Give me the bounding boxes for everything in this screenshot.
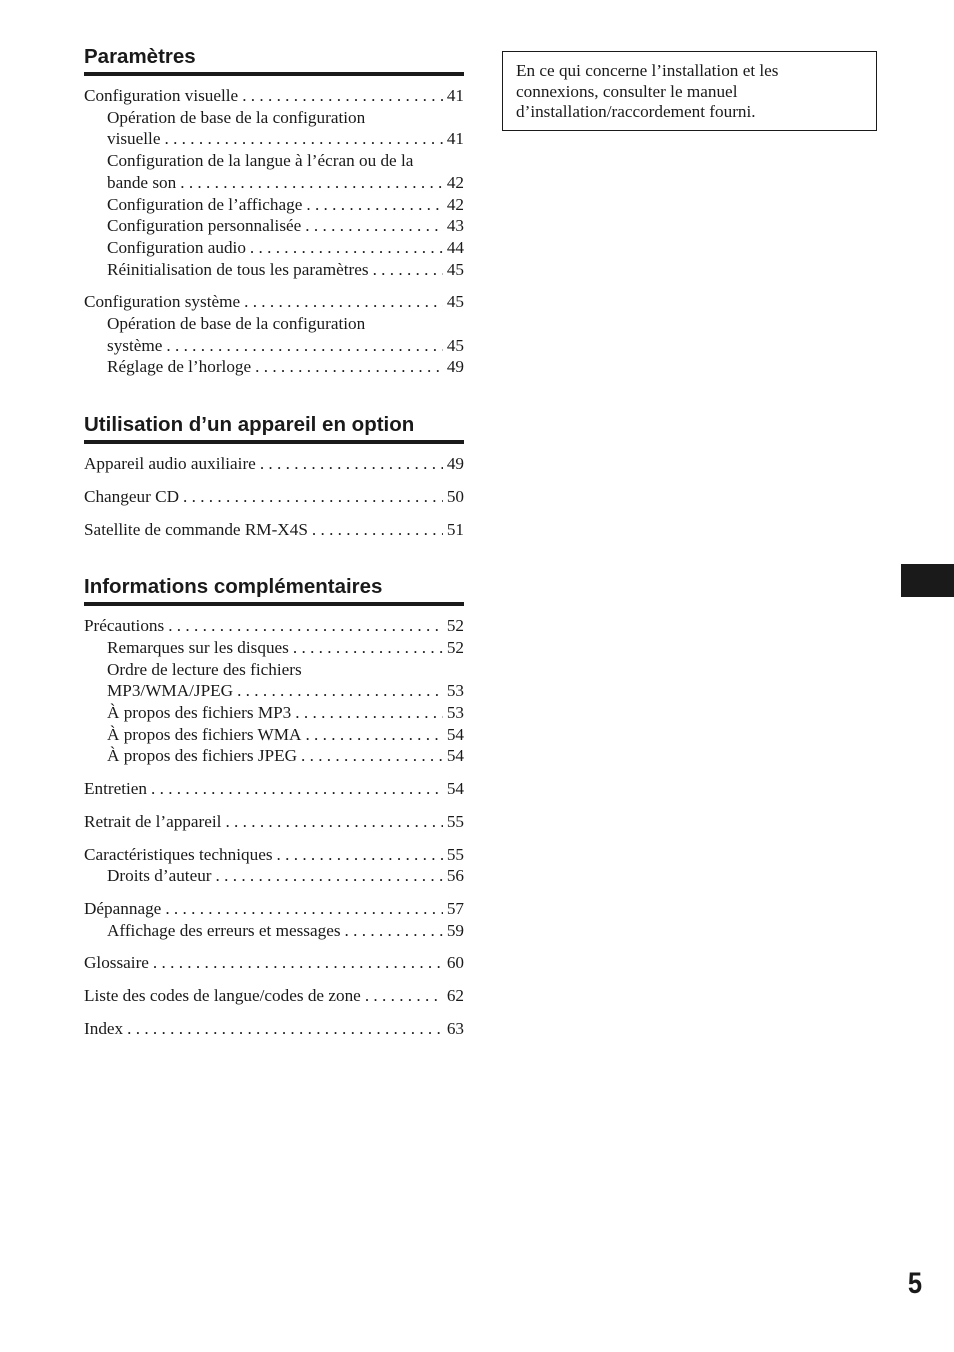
dot-leader — [312, 519, 443, 541]
toc-group — [84, 811, 464, 833]
toc-group — [84, 519, 464, 541]
entry-page-number: 59 — [446, 920, 464, 940]
dot-leader — [295, 702, 443, 724]
dot-leader — [242, 85, 443, 107]
toc-group — [84, 486, 464, 508]
toc-subentry — [84, 637, 464, 659]
toc-entry — [84, 1018, 464, 1040]
toc-group — [84, 453, 464, 475]
entry-page-number: 60 — [446, 953, 464, 973]
section-heading: Paramètres — [84, 44, 464, 76]
toc-entry — [84, 811, 464, 833]
entry-title: Remarques sur les disques — [107, 637, 289, 657]
entry-page-number: 41 — [446, 129, 464, 149]
entry-page-number: 55 — [446, 844, 464, 864]
dot-leader — [345, 920, 443, 942]
entry-title: visuelle — [107, 129, 161, 149]
entry-title: Réinitialisation de tous les paramètres — [107, 259, 369, 279]
toc-group — [84, 985, 464, 1007]
dot-leader — [301, 745, 443, 767]
toc-subentry — [84, 259, 464, 281]
toc-subentry — [84, 745, 464, 767]
toc-entry — [84, 453, 464, 475]
toc-group — [84, 1018, 464, 1040]
entry-page-number: 52 — [446, 616, 464, 636]
dot-leader — [216, 865, 443, 887]
dot-leader — [373, 259, 443, 281]
toc-section — [84, 44, 464, 378]
dot-leader — [260, 453, 443, 475]
dot-leader — [168, 615, 443, 637]
entry-title: Index — [84, 1018, 124, 1038]
entry-page-number: 45 — [446, 259, 464, 279]
toc-entry — [84, 486, 464, 508]
toc-group — [84, 898, 464, 941]
note-line: d’installation/raccordement fourni. — [516, 102, 756, 121]
toc-group — [84, 85, 464, 280]
entry-title: Droits d’auteur — [107, 866, 212, 886]
dot-leader — [305, 724, 442, 746]
toc-subentry — [84, 702, 464, 724]
dot-leader — [183, 486, 443, 508]
entry-title: MP3/WMA/JPEG — [107, 681, 234, 701]
entry-page-number: 53 — [446, 703, 464, 723]
entry-title: Précautions — [84, 616, 165, 636]
entry-title: Affichage des erreurs et messages — [107, 920, 341, 940]
entry-page-number: 56 — [446, 866, 464, 886]
toc-subentry — [84, 107, 464, 129]
toc-subentry — [84, 237, 464, 259]
toc-group — [84, 778, 464, 800]
entry-page-number: 49 — [446, 454, 464, 474]
toc-entry — [84, 844, 464, 866]
entry-title: Appareil audio auxiliaire — [84, 454, 256, 474]
entry-page-number: 45 — [446, 292, 464, 312]
section-heading: Informations complémentaires — [84, 574, 464, 606]
entry-page-number: 55 — [446, 811, 464, 831]
entry-page-number: 54 — [446, 724, 464, 744]
entry-title: À propos des fichiers WMA — [107, 724, 302, 744]
entry-title: Opération de base de la configuration — [107, 314, 366, 334]
toc-subentry — [84, 335, 464, 357]
dot-leader — [151, 778, 443, 800]
dot-leader — [225, 811, 442, 833]
entry-title: Entretien — [84, 779, 147, 799]
entry-page-number: 45 — [446, 335, 464, 355]
dot-leader — [305, 215, 443, 237]
dot-leader — [164, 128, 442, 150]
entry-page-number: 42 — [446, 172, 464, 192]
entry-title: À propos des fichiers MP3 — [107, 703, 292, 723]
toc-entry — [84, 291, 464, 313]
entry-title: Configuration de l’affichage — [107, 194, 303, 214]
note-line: En ce qui concerne l’installation et les — [516, 61, 779, 80]
toc-entry — [84, 85, 464, 107]
table-of-contents — [84, 44, 464, 1074]
entry-title: Changeur CD — [84, 486, 179, 506]
toc-subentry — [84, 128, 464, 150]
entry-title: Configuration personnalisée — [107, 216, 302, 236]
entry-page-number: 50 — [446, 486, 464, 506]
dot-leader — [277, 844, 443, 866]
dot-leader — [255, 356, 443, 378]
dot-leader — [244, 291, 443, 313]
dot-leader — [293, 637, 443, 659]
toc-entry — [84, 778, 464, 800]
entry-page-number: 43 — [446, 216, 464, 236]
entry-title: Liste des codes de langue/codes de zone — [84, 986, 361, 1006]
toc-subentry — [84, 194, 464, 216]
dot-leader — [127, 1018, 443, 1040]
toc-group — [84, 615, 464, 767]
dot-leader — [365, 985, 443, 1007]
entry-page-number: 63 — [446, 1018, 464, 1038]
toc-subentry — [84, 313, 464, 335]
toc-section — [84, 412, 464, 540]
entry-page-number: 62 — [446, 986, 464, 1006]
toc-group — [84, 844, 464, 887]
entry-page-number: 49 — [446, 357, 464, 377]
dot-leader — [166, 335, 442, 357]
toc-subentry — [84, 865, 464, 887]
entry-page-number: 44 — [446, 237, 464, 257]
toc-entry — [84, 952, 464, 974]
toc-section — [84, 574, 464, 1039]
entry-title: Configuration audio — [107, 237, 246, 257]
toc-subentry — [84, 150, 464, 172]
entry-title: Ordre de lecture des fichiers — [107, 659, 302, 679]
entry-title: Réglage de l’horloge — [107, 357, 252, 377]
toc-subentry — [84, 659, 464, 681]
entry-title: À propos des fichiers JPEG — [107, 746, 297, 766]
entry-title: bande son — [107, 172, 177, 192]
entry-page-number: 53 — [446, 681, 464, 701]
entry-title: Configuration système — [84, 292, 241, 312]
entry-title: Configuration de la langue à l’écran ou de la — [107, 151, 414, 171]
entry-page-number: 41 — [446, 86, 464, 105]
toc-subentry — [84, 215, 464, 237]
page-number: 5 — [907, 1267, 923, 1300]
entry-page-number: 54 — [446, 746, 464, 766]
entry-title: Dépannage — [84, 898, 162, 918]
section-tab-marker — [901, 564, 954, 597]
entry-title: Satellite de commande RM-X4S — [84, 519, 308, 539]
entry-page-number: 52 — [446, 637, 464, 657]
entry-title: Glossaire — [84, 953, 149, 973]
entry-title: Retrait de l’appareil — [84, 811, 222, 831]
toc-entry — [84, 615, 464, 637]
toc-entry — [84, 898, 464, 920]
toc-subentry — [84, 172, 464, 194]
entry-page-number: 51 — [446, 519, 464, 539]
dot-leader — [153, 952, 443, 974]
toc-group — [84, 952, 464, 974]
dot-leader — [237, 680, 443, 702]
dot-leader — [250, 237, 443, 259]
entry-page-number: 57 — [446, 898, 464, 918]
entry-title: système — [107, 335, 163, 355]
entry-title: Configuration visuelle — [84, 86, 239, 105]
entry-page-number: 42 — [446, 194, 464, 214]
toc-subentry — [84, 680, 464, 702]
entry-title: Opération de base de la configuration — [107, 107, 366, 127]
toc-subentry — [84, 920, 464, 942]
toc-entry — [84, 985, 464, 1007]
note-line: connexions, consulter le manuel — [516, 81, 738, 101]
entry-page-number: 54 — [446, 779, 464, 799]
section-heading: Utilisation d’un appareil en option — [84, 412, 464, 444]
toc-entry — [84, 519, 464, 541]
installation-note-box — [502, 51, 877, 131]
toc-subentry — [84, 724, 464, 746]
entry-title: Caractéristiques techniques — [84, 844, 273, 864]
toc-group — [84, 291, 464, 378]
toc-subentry — [84, 356, 464, 378]
dot-leader — [306, 194, 442, 216]
dot-leader — [165, 898, 443, 920]
dot-leader — [180, 172, 443, 194]
